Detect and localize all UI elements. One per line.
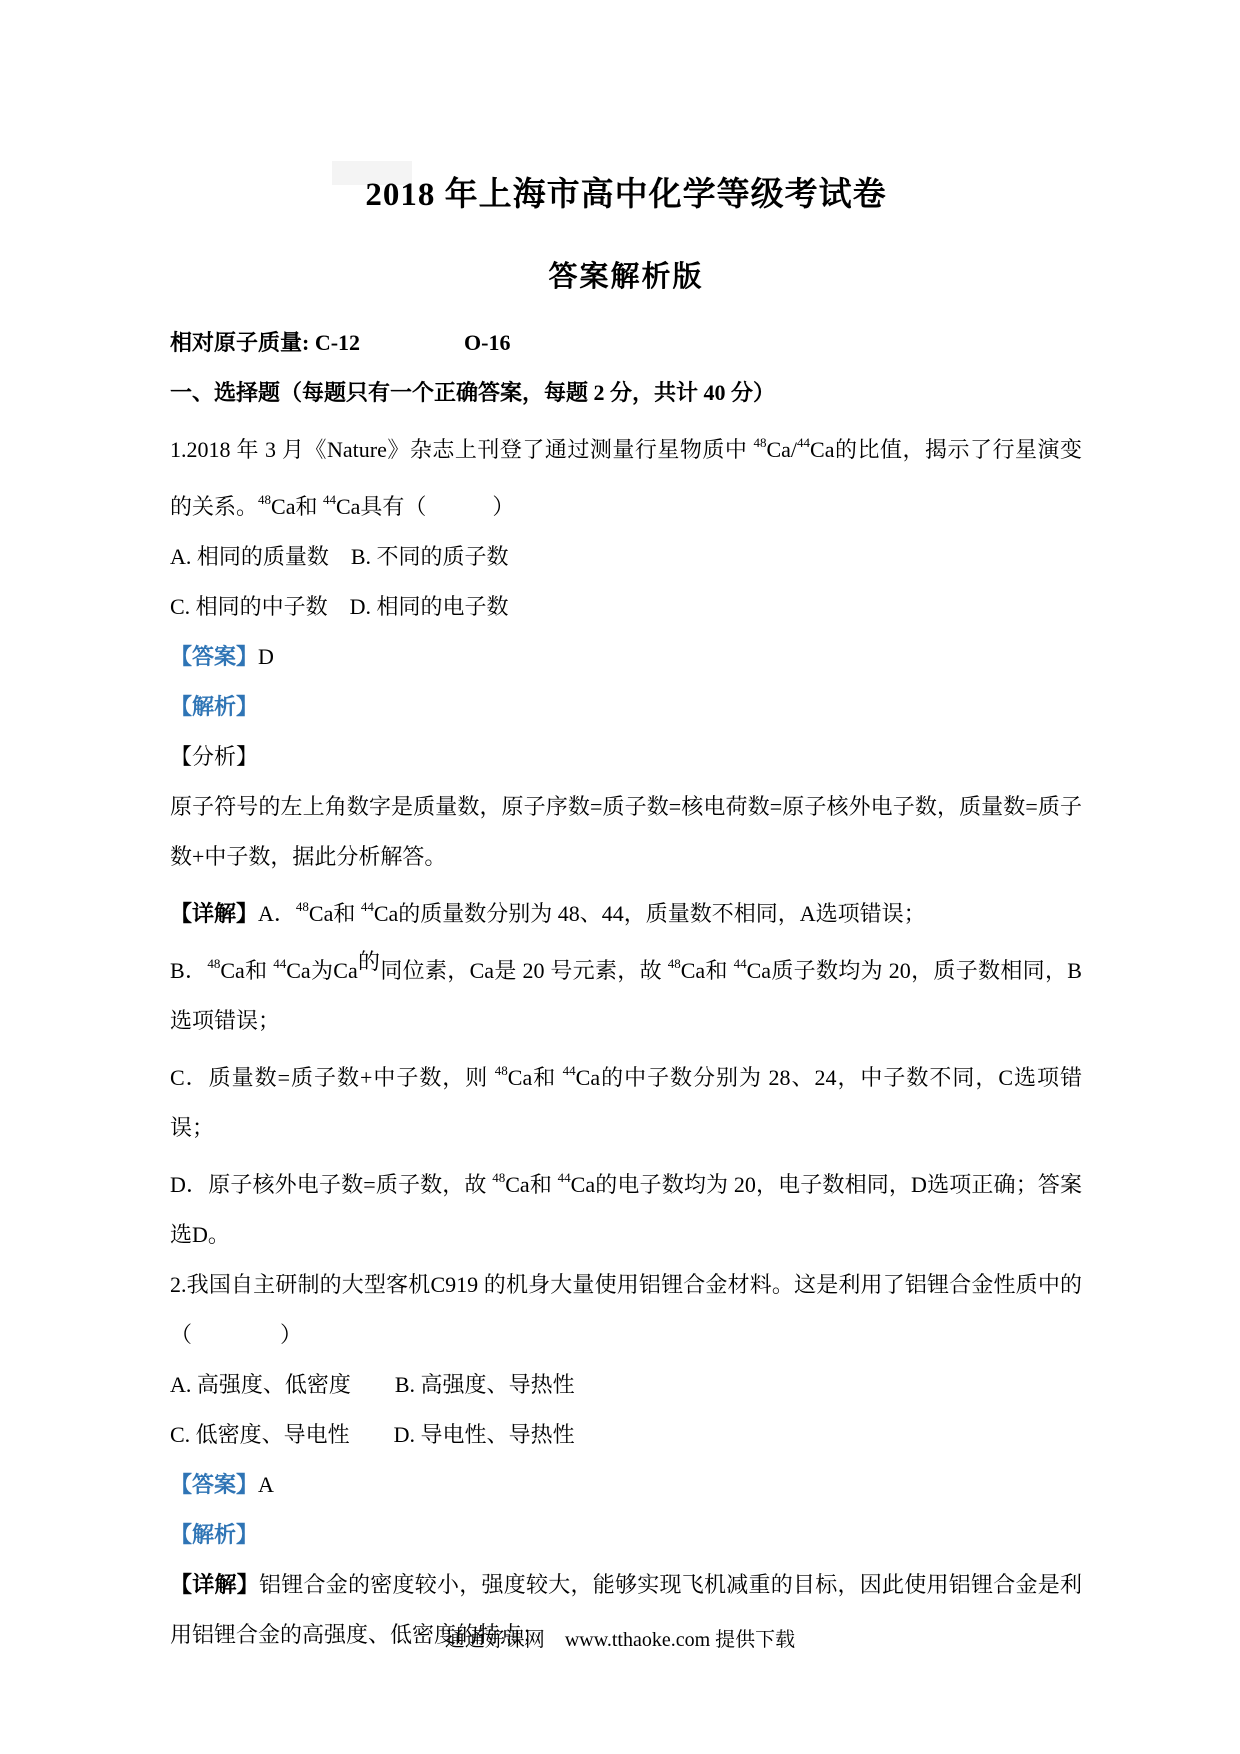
q2-option-cd: C. 低密度、导电性 D. 导电性、导热性 bbox=[170, 1422, 575, 1447]
q2-stem: 2.我国自主研制的大型客机C919 的机身大量使用铝锂合金材料。这是利用了铝锂合金性质中的（ ） bbox=[170, 1272, 1082, 1347]
document-subtitle: 答案解析版 bbox=[548, 261, 704, 293]
q1-analysis: 原子符号的左上角数字是质量数，原子序数=质子数=核电荷数=原子核外电子数，质量数=质子数+中子数，据此分析解答。 bbox=[170, 794, 1082, 869]
q1-detail-c: C．质量数=质子数+中子数，则 $^{48}$Ca和 $^{44}$Ca的中子数分别为 28、24，中子数不同，C选项错误； bbox=[170, 1063, 1082, 1140]
q1-detail-b: B．$^{48}$Ca和 $^{44}$Ca为Ca的同位素，Ca是 20 号元素，故 $^{48}$Ca和 $^{44}$Ca质子数均为 20，质子数相同，B选项错误； bbox=[170, 949, 1082, 1033]
q2-option-ab: A. 高强度、低密度 B. 高强度、导热性 bbox=[170, 1372, 575, 1397]
atomic-mass-carbon: C-12 bbox=[314, 330, 361, 355]
document-body bbox=[170, 418, 1082, 1660]
atomic-mass-oxygen: O-16 bbox=[464, 330, 511, 355]
q1-detail-a: 【详解】A．$^{48}$Ca和 $^{44}$Ca的质量数分别为 48、44，质量数不相同，A选项错误； bbox=[170, 899, 926, 926]
atomic-mass-label: 相对原子质量: bbox=[170, 330, 315, 355]
page-footer bbox=[0, 1628, 1240, 1652]
q2-detail: 【详解】铝锂合金的密度较小，强度较大，能够实现飞机减重的目标，因此使用铝锂合金是利用铝锂合金的高强度、低密度的特点； bbox=[170, 1572, 1082, 1647]
section-heading: 一、选择题（每题只有一个正确答案，每题 2 分，共计 40 分） bbox=[170, 380, 776, 405]
atomic-mass-line bbox=[170, 330, 1082, 356]
footer-text: 通通好课网 www.tthaoke.com 提供下载 bbox=[444, 1629, 796, 1651]
q1-option-ab: A. 相同的质量数 B. 不同的质子数 bbox=[170, 544, 509, 569]
q1-fenxi-label: 【分析】 bbox=[170, 744, 259, 769]
q1-jiexi-label: 【解析】 bbox=[170, 694, 259, 719]
q1-answer: 【答案】D bbox=[170, 644, 274, 669]
q1-option-cd: C. 相同的中子数 D. 相同的电子数 bbox=[170, 594, 509, 619]
q2-answer: 【答案】A bbox=[170, 1472, 274, 1497]
document-content bbox=[170, 0, 1082, 1660]
document-title: 2018 年上海市高中化学等级考试卷 bbox=[365, 177, 887, 213]
q1-detail-d: D．原子核外电子数=质子数，故 $^{48}$Ca和 $^{44}$Ca的电子数均为 20，电子数相同，D选项正确；答案选D。 bbox=[170, 1170, 1083, 1247]
q1-stem: 1.2018 年 3 月《Nature》杂志上刊登了通过测量行星物质中 $^{48}$Ca/$^{44}$Ca的比值，揭示了行星演变的关系。$^{48}$Ca和 $^{44}$Ca具有（ ） bbox=[170, 435, 1082, 519]
q2-jiexi-label: 【解析】 bbox=[170, 1522, 259, 1547]
